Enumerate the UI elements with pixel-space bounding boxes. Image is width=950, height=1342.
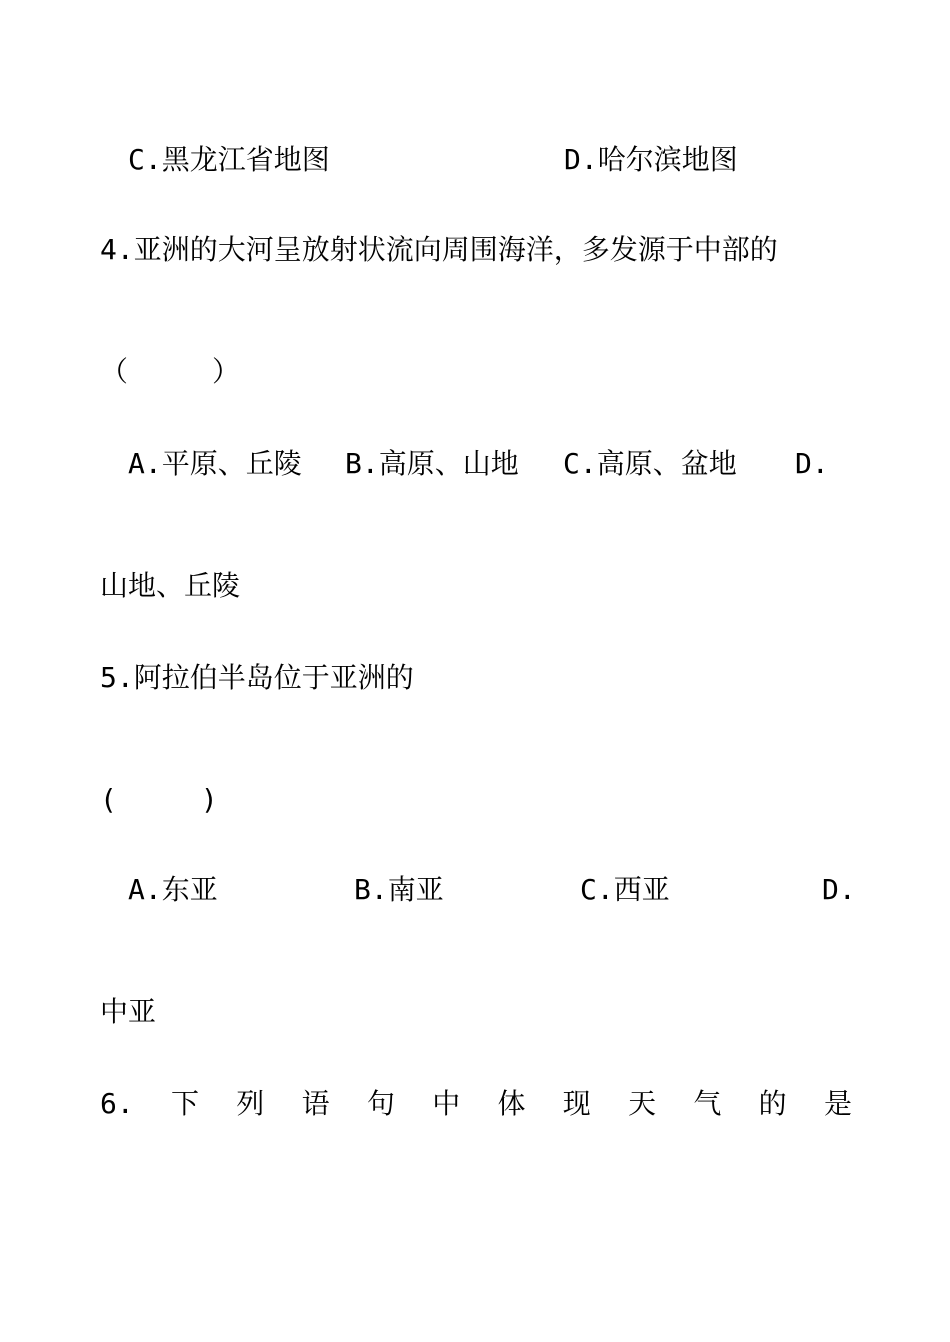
- q6-question: [100, 1086, 852, 1122]
- q4-answer-blank: （ ）: [100, 355, 241, 388]
- q5-question: 5.阿拉伯半岛位于亚洲的: [100, 661, 414, 694]
- q5-option-b: B.南亚: [354, 873, 444, 906]
- q6-char: 中: [432, 1087, 461, 1120]
- q4-option-d-prefix: D.: [795, 447, 829, 480]
- q6-char: 现: [562, 1087, 591, 1120]
- q4-option-d-text: 山地、丘陵: [100, 569, 241, 602]
- q4-option-c: C.高原、盆地: [563, 447, 737, 480]
- q5-answer-blank: ( ): [100, 783, 218, 816]
- q5-option-a: A.东亚: [128, 873, 218, 906]
- q6-char: 的: [758, 1087, 787, 1120]
- q5-option-d-text: 中亚: [100, 995, 157, 1028]
- q3-option-c: C.黑龙江省地图: [128, 143, 330, 176]
- q6-char: 句: [366, 1087, 395, 1120]
- q4-option-b: B.高原、山地: [345, 447, 519, 480]
- q6-char: 天: [628, 1087, 657, 1120]
- q4-question: 4.亚洲的大河呈放射状流向周围海洋，多发源于中部的: [100, 233, 778, 266]
- q4-option-a: A.平原、丘陵: [128, 447, 302, 480]
- q6-char: 语: [301, 1087, 330, 1120]
- q6-char: 是: [823, 1087, 852, 1120]
- q6-char: 体: [497, 1087, 526, 1120]
- q6-char: 下: [171, 1087, 200, 1120]
- q5-option-d-prefix: D.: [822, 873, 856, 906]
- q6-char: 气: [693, 1087, 722, 1120]
- q6-char: 列: [236, 1087, 265, 1120]
- q6-char: 6.: [100, 1087, 134, 1120]
- q5-option-c: C.西亚: [580, 873, 670, 906]
- q3-option-d: D.哈尔滨地图: [564, 143, 738, 176]
